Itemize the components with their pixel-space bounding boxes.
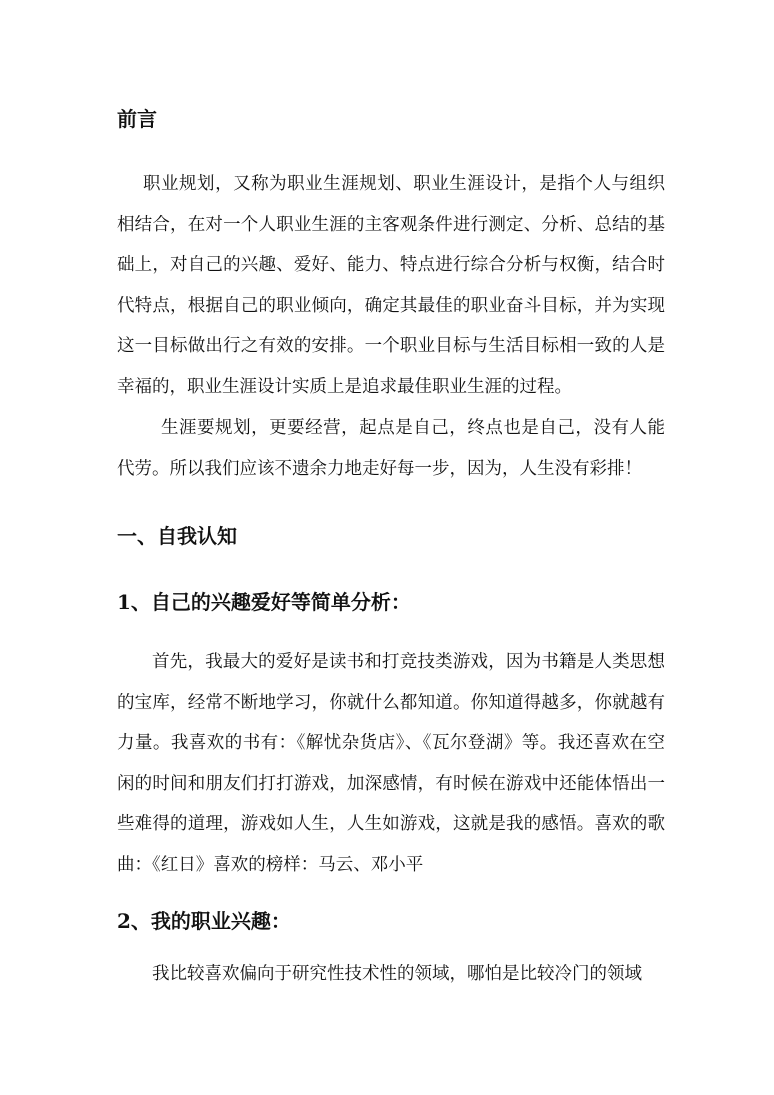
section-1-heading: 一、自我认知	[117, 524, 237, 548]
section-1-sub-2-heading: 2、我的职业兴趣：	[117, 909, 291, 933]
preface-heading: 前言	[117, 107, 157, 131]
preface-paragraph-1: 职业规划，又称为职业生涯规划、职业生涯设计，是指个人与组织相结合，在对一个人职业生涯的主客观条件进行测定、分析、总结的基础上，对自己的兴趣、爱好、能力、特点进行综合分析与权衡，结合时代特点，根据自己的职业倾向，确定其最佳的职业奋斗目标，并为实现这一目标做出行之有效的安排。一个职业目标与生活目标相一致的人是幸福的，职业生涯设计实质上是追求最佳职业生涯的过程。	[117, 174, 665, 397]
section-1-sub-1-heading: 1、自己的兴趣爱好等简单分析：	[117, 590, 411, 614]
section-1-sub-1-paragraph: 首先，我最大的爱好是读书和打竞技类游戏，因为书籍是人类思想的宝库，经常不断地学习，你就什么都知道。你知道得越多，你就越有力量。我喜欢的书有：《解忧杂货店》、《瓦尔登湖》等。我还喜欢在空闲的时间和朋友们打打游戏，加深感情，有时候在游戏中还能体悟出一些难得的道理，游戏如人生，人生如游戏，这就是我的感悟。喜欢的歌曲：《红日》喜欢的榜样：马云、邓小平	[117, 652, 665, 875]
section-1-sub-2-paragraph: 我比较喜欢偏向于研究性技术性的领域，哪怕是比较冷门的领域	[152, 964, 642, 984]
preface-paragraph-2: 生涯要规划，更要经营，起点是自己，终点也是自己，没有人能代劳。所以我们应该不遗余力地走好每一步，因为，人生没有彩排！	[117, 418, 665, 479]
